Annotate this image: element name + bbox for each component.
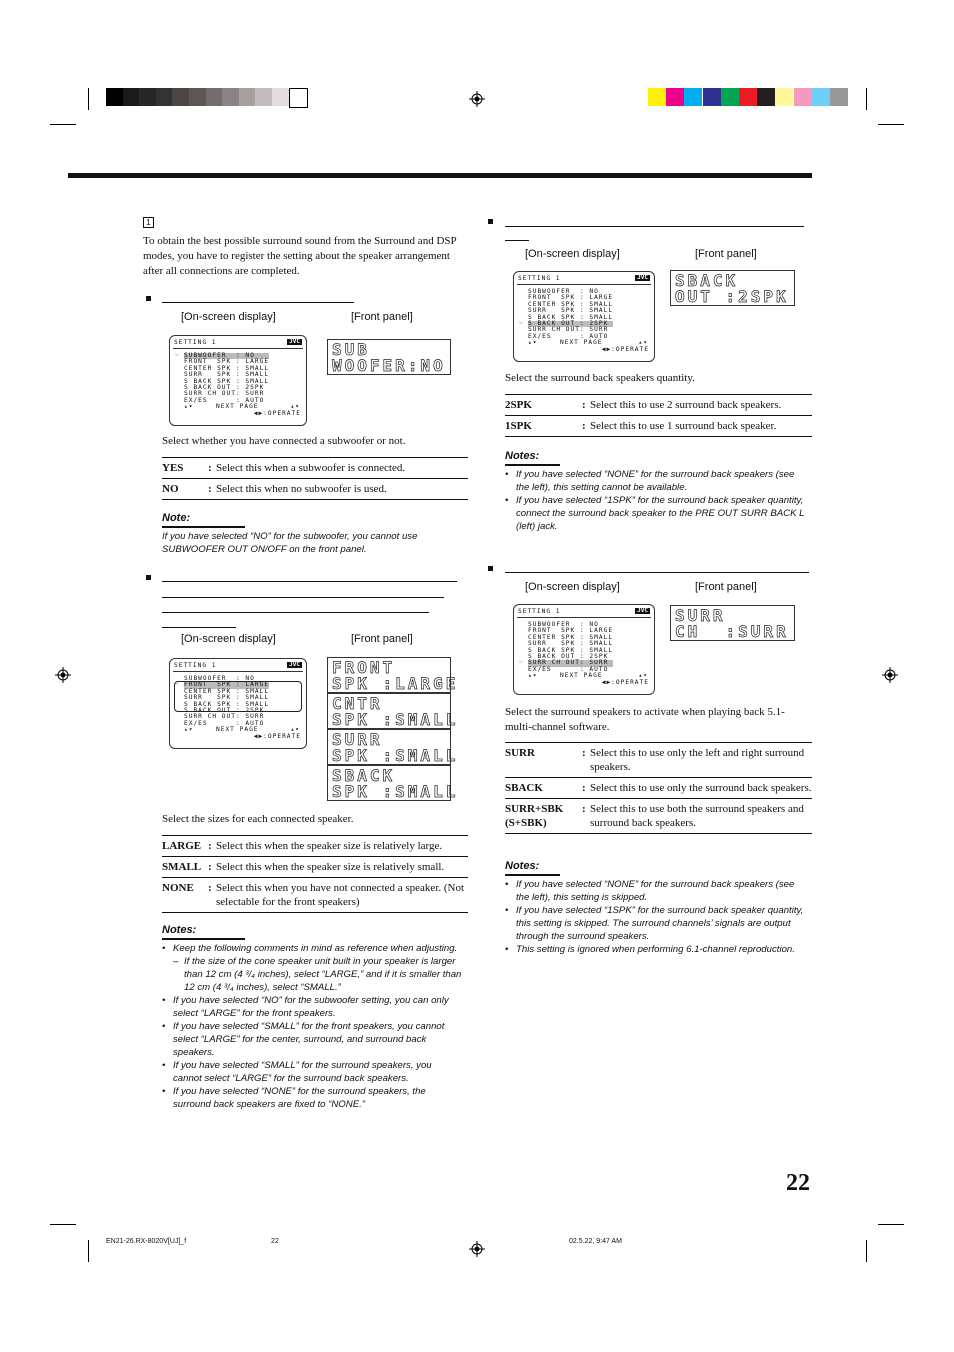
front-panel-line: SPK :SMALL	[332, 710, 459, 729]
osd-row: SURR CH OUT: SURR	[184, 390, 265, 398]
option-key: 2SPK	[505, 399, 532, 411]
option-text: Select this when the speaker size is relatively small.	[216, 861, 445, 873]
option-colon: :	[208, 882, 212, 894]
option-colon: :	[582, 803, 586, 815]
front-panel-line: OUT :2SPK	[675, 287, 789, 306]
front-panel-display	[327, 729, 459, 765]
jvc-logo: JVC	[289, 661, 300, 668]
option-key: LARGE	[162, 840, 202, 852]
section-heading-rule	[162, 612, 429, 613]
osd-row: S BACK OUT : 2SPK	[528, 653, 609, 661]
color-swatch	[812, 88, 830, 106]
note-item: • If you have selected “NONE” for the surround speakers, the surround back speakers are fixed to “NONE.”	[162, 1085, 462, 1111]
option-row	[162, 836, 468, 857]
onscreen-display	[169, 658, 307, 749]
surr-ch-description: Select the surround speakers to activate when playing back 5.1-multi-channel software.	[505, 706, 785, 733]
osd-separator	[517, 284, 651, 285]
option-key: SMALL	[162, 861, 202, 873]
option-text: Select this when you have not connected a speaker. (Not selectable for the front speakers)	[216, 882, 465, 908]
osd-row: CENTER SPK : SMALL	[528, 633, 614, 641]
frontpanel-label: [Front panel]	[695, 581, 757, 593]
option-text: Select this to use 1 surround back speaker.	[590, 420, 777, 432]
notes-heading: Notes:	[505, 860, 540, 872]
osd-row: EX/ES : AUTO	[528, 332, 609, 340]
frontpanel-label: [Front panel]	[695, 248, 757, 260]
front-panel-line: SUB	[332, 340, 370, 359]
jvc-logo: JVC	[289, 338, 300, 345]
front-panel-line: WOOFER:NO	[332, 356, 446, 375]
option-text: Select this to use only the left and right surround speakers.	[590, 747, 805, 773]
size-description: Select the sizes for each connected speaker.	[162, 813, 354, 825]
updown-arrows-icon: ▴▾	[184, 403, 194, 411]
gray-swatch	[239, 88, 256, 106]
osd-row: SURR SPK : SMALL	[528, 640, 614, 648]
front-panel-display	[327, 339, 451, 375]
operate-label: ◀▶:OPERATE	[253, 732, 301, 740]
option-text: Select this when the speaker size is relatively large.	[216, 840, 443, 852]
note-rule	[505, 874, 560, 876]
crop-mark	[866, 88, 867, 110]
cursor-hand-icon: ☞	[175, 681, 180, 689]
footer-date: 02.5.22, 9:47 AM	[569, 1238, 622, 1245]
section-bullet	[146, 575, 151, 580]
color-swatch	[648, 88, 666, 106]
crop-mark	[88, 1240, 89, 1262]
front-panel-line: CNTR	[332, 694, 383, 713]
registration-mark-icon	[882, 667, 898, 683]
osd-row: EX/ES : AUTO	[184, 719, 265, 727]
option-colon: :	[208, 840, 212, 852]
osd-row: SURR SPK : SMALL	[184, 371, 270, 379]
note-item: • This setting is ignored when performing 6.1-channel reproduction.	[505, 943, 810, 956]
color-swatch	[739, 88, 757, 106]
section-heading-rule	[505, 240, 529, 241]
option-key	[505, 799, 582, 834]
osd-row: S BACK SPK : SMALL	[184, 700, 270, 708]
gray-swatch	[123, 88, 140, 106]
osd-row: SURR SPK : SMALL	[528, 307, 614, 315]
onscreen-display	[169, 335, 307, 426]
option-row	[162, 458, 468, 479]
registration-mark-icon	[469, 91, 485, 107]
onscreen-label: [On-screen display]	[181, 633, 276, 645]
option-colon: :	[582, 420, 586, 432]
section-heading-rule	[162, 581, 457, 582]
note-item: • If you have selected “NONE” for the surround back speakers (see the left), this setting cannot be available.	[505, 468, 805, 494]
osd-title: SETTING 1	[518, 608, 561, 615]
color-swatch	[703, 88, 721, 106]
osd-separator	[517, 617, 651, 618]
color-swatch	[684, 88, 702, 106]
osd-row: S BACK SPK : SMALL	[528, 313, 614, 321]
gray-swatch	[289, 88, 308, 108]
option-key: NO	[162, 483, 179, 495]
onscreen-label: [On-screen display]	[525, 248, 620, 260]
cursor-hand-icon: ☞	[175, 352, 180, 359]
osd-row: FRONT SPK : LARGE	[184, 358, 270, 366]
onscreen-display	[513, 604, 655, 695]
option-text: Select this to use only the surround back speakers.	[590, 782, 812, 794]
section-heading-rule	[162, 302, 354, 303]
option-row	[162, 878, 468, 913]
option-key: SBACK	[505, 782, 543, 794]
gray-swatch	[189, 88, 206, 106]
gray-swatch	[272, 88, 289, 106]
crop-mark	[50, 1224, 76, 1225]
subwoofer-description: Select whether you have connected a subwoofer or not.	[162, 435, 406, 447]
crop-mark	[866, 1240, 867, 1262]
surr-ch-options	[505, 742, 812, 834]
size-options	[162, 835, 468, 913]
note-item: • If you have selected “NO” for the subwoofer setting, you can only select “LARGE” for the front speakers.	[162, 994, 462, 1020]
gray-swatch	[206, 88, 223, 106]
frontpanel-label: [Front panel]	[351, 633, 413, 645]
gray-swatch	[172, 88, 189, 106]
sback-notes	[505, 468, 805, 533]
option-text: Select this when no subwoofer is used.	[216, 483, 387, 495]
front-panel-display	[327, 657, 459, 693]
osd-title: SETTING 1	[518, 275, 561, 282]
front-panel-line: SURR	[332, 730, 383, 749]
osd-rows	[528, 622, 613, 673]
note-rule	[505, 464, 560, 466]
sback-options	[505, 394, 812, 437]
front-panel-display	[327, 693, 459, 729]
osd-row: FRONT SPK : LARGE	[528, 627, 614, 635]
osd-row: SURR CH OUT: SURR	[528, 660, 613, 666]
updown-arrows-icon: ▴▾	[638, 339, 648, 347]
option-colon: :	[582, 747, 586, 759]
osd-row: CENTER SPK : SMALL	[184, 364, 270, 372]
option-colon: :	[208, 462, 212, 474]
osd-row: CENTER SPK : SMALL	[528, 300, 614, 308]
osd-row: FRONT SPK : LARGE	[184, 681, 270, 689]
front-panel-line: SPK :LARGE	[332, 674, 459, 693]
option-colon: :	[208, 861, 212, 873]
osd-row: S BACK OUT : 2SPK	[184, 384, 265, 392]
front-panel-line: CH :SURR	[675, 622, 789, 641]
intro-text: To obtain the best possible surround sound from the Surround and DSP modes, you have to register the setting about the speaker arrangement after all connections are completed.	[143, 235, 457, 277]
front-panel-display	[670, 270, 795, 306]
osd-row: S BACK OUT : 2SPK	[184, 707, 265, 715]
jvc-logo: JVC	[637, 607, 648, 614]
osd-row: SUBWOOFER : NO	[184, 353, 269, 359]
note-item: • If you have selected “1SPK” for the surround back speaker quantity, connect the surround back speaker to the PRE OUT SURR BACK L (left) jack.	[505, 494, 805, 533]
osd-rows	[528, 289, 613, 340]
gray-swatch	[106, 88, 123, 106]
size-notes	[162, 942, 462, 1111]
osd-separator	[173, 671, 303, 672]
osd-row: SUBWOOFER : NO	[528, 621, 599, 628]
option-key: YES	[162, 462, 184, 474]
section-heading-rule	[505, 226, 804, 227]
notes-heading: Notes:	[162, 924, 197, 936]
updown-arrows-icon: ▴▾	[528, 672, 538, 680]
osd-row: FRONT SPK : LARGE	[528, 294, 614, 302]
onscreen-display	[513, 271, 655, 362]
note-item: • If you have selected “SMALL” for the front speakers, you cannot select “LARGE” for the center, surround, and surround back speakers.	[162, 1020, 462, 1059]
front-panel-line: FRONT	[332, 658, 396, 677]
note-item: • If you have selected “NONE” for the surround back speakers (see the left), this setting is skipped.	[505, 878, 810, 904]
note-subitem: – If the size of the cone speaker unit built in your speaker is larger than 12 cm (4 ³/₄ inches), select “LARGE,” and if it is smaller than 12 cm (4 ³/₄ inches), select “SMALL.”	[162, 955, 462, 994]
osd-rows	[184, 353, 269, 404]
option-row	[505, 778, 812, 799]
section-bullet	[488, 566, 493, 571]
color-swatch	[830, 88, 848, 106]
section-heading-rule	[505, 572, 809, 573]
updown-arrows-icon: ▴▾	[528, 339, 538, 347]
selection-outline	[174, 681, 302, 715]
color-swatch	[794, 88, 812, 106]
osd-row: S BACK SPK : SMALL	[184, 377, 270, 385]
note-item: • Keep the following comments in mind as reference when adjusting.	[162, 942, 462, 955]
color-swatch	[666, 88, 684, 106]
note-item: • If you have selected “1SPK” for the surround back speaker quantity, this setting is skipped. The surround channels’ signals are output through the surround speakers.	[505, 904, 810, 943]
note-heading: Note:	[162, 512, 191, 524]
crop-mark	[878, 1224, 904, 1225]
updown-arrows-icon: ▴▾	[638, 672, 648, 680]
gray-swatch	[156, 88, 173, 106]
section-heading-rule	[162, 627, 236, 628]
front-panel-line: SPK :SMALL	[332, 746, 459, 765]
front-panel-line: SURR	[675, 606, 726, 625]
option-row	[505, 799, 812, 834]
jvc-logo: JVC	[637, 274, 648, 281]
section-bullet	[146, 296, 151, 301]
color-swatch	[775, 88, 793, 106]
gray-swatch	[255, 88, 272, 106]
option-row	[505, 416, 812, 437]
frontpanel-label: [Front panel]	[351, 311, 413, 323]
osd-title: SETTING 1	[174, 339, 217, 346]
cursor-hand-icon: ☞	[519, 659, 524, 667]
footer-filename: EN21-26.RX-8020V[UJ]_f	[106, 1238, 187, 1245]
updown-arrows-icon: ▴▾	[290, 403, 300, 411]
option-row	[162, 857, 468, 878]
page-number: 22	[786, 1170, 810, 1196]
surr-ch-notes	[505, 878, 810, 956]
front-panel-display	[327, 765, 459, 801]
updown-arrows-icon: ▴▾	[290, 726, 300, 734]
osd-row: SURR CH OUT: SURR	[184, 713, 265, 721]
option-colon: :	[582, 782, 586, 794]
step-number: 1	[143, 217, 154, 228]
osd-row: S BACK OUT : 2SPK	[528, 321, 613, 327]
front-panel-line: SBACK	[675, 271, 739, 290]
subwoofer-note: If you have selected “NO” for the subwoofer, you cannot use SUBWOOFER OUT ON/OFF on the front panel.	[162, 531, 418, 555]
sback-description: Select the surround back speakers quantity.	[505, 372, 695, 384]
osd-row: EX/ES : AUTO	[184, 396, 265, 404]
option-text: Select this to use both the surround speakers and surround back speakers.	[590, 803, 804, 829]
option-key: NONE	[162, 882, 194, 894]
registration-mark-icon	[469, 1241, 485, 1257]
section-heading-rule	[162, 597, 444, 598]
front-panel-line: SPK :SMALL	[332, 782, 459, 801]
color-swatch	[721, 88, 739, 106]
osd-row: EX/ES : AUTO	[528, 665, 609, 673]
option-key: SURR	[505, 747, 535, 759]
crop-mark	[50, 124, 76, 125]
front-panel-display	[670, 605, 795, 641]
cursor-hand-icon: ☞	[519, 320, 524, 327]
next-page-label: NEXT PAGE	[216, 403, 259, 411]
onscreen-label: [On-screen display]	[181, 311, 276, 323]
option-key-alt: (S+SBK)	[505, 817, 547, 829]
notes-heading: Notes:	[505, 450, 540, 462]
gray-swatch	[222, 88, 239, 106]
osd-separator	[173, 348, 303, 349]
operate-label: ◀▶:OPERATE	[601, 678, 649, 686]
color-swatch	[757, 88, 775, 106]
crop-mark	[88, 88, 89, 110]
option-colon: :	[582, 399, 586, 411]
note-item: • If you have selected “SMALL” for the surround speakers, you cannot select “LARGE” for the surround back speakers.	[162, 1059, 462, 1085]
header-rule	[68, 173, 812, 178]
option-text: Select this when a subwoofer is connected.	[216, 462, 406, 474]
option-colon: :	[208, 483, 212, 495]
osd-row: SUBWOOFER : NO	[528, 288, 599, 295]
osd-row: S BACK SPK : SMALL	[528, 646, 614, 654]
osd-row: SUBWOOFER : NO	[184, 675, 255, 682]
subwoofer-options	[162, 457, 468, 500]
option-row	[505, 743, 812, 778]
onscreen-label: [On-screen display]	[525, 581, 620, 593]
crop-mark	[878, 124, 904, 125]
front-panel-line: SBACK	[332, 766, 396, 785]
option-key: 1SPK	[505, 420, 532, 432]
footer-page: 22	[271, 1238, 279, 1245]
osd-row: SURR CH OUT: SURR	[528, 326, 609, 334]
note-rule	[162, 938, 245, 940]
next-page-label: NEXT PAGE	[560, 672, 603, 680]
registration-mark-icon	[55, 667, 71, 683]
gray-swatch	[139, 88, 156, 106]
option-row	[162, 479, 468, 500]
operate-label: ◀▶:OPERATE	[253, 409, 301, 417]
updown-arrows-icon: ▴▾	[184, 726, 194, 734]
next-page-label: NEXT PAGE	[216, 726, 259, 734]
next-page-label: NEXT PAGE	[560, 339, 603, 347]
section-bullet	[488, 219, 493, 224]
operate-label: ◀▶:OPERATE	[601, 345, 649, 353]
osd-row: CENTER SPK : SMALL	[184, 687, 270, 695]
option-text: Select this to use 2 surround back speakers.	[590, 399, 782, 411]
option-row	[505, 395, 812, 416]
option-key-main: SURR+SBK	[505, 803, 564, 815]
osd-row: SURR SPK : SMALL	[184, 694, 270, 702]
osd-title: SETTING 1	[174, 662, 217, 669]
note-rule	[162, 526, 245, 528]
